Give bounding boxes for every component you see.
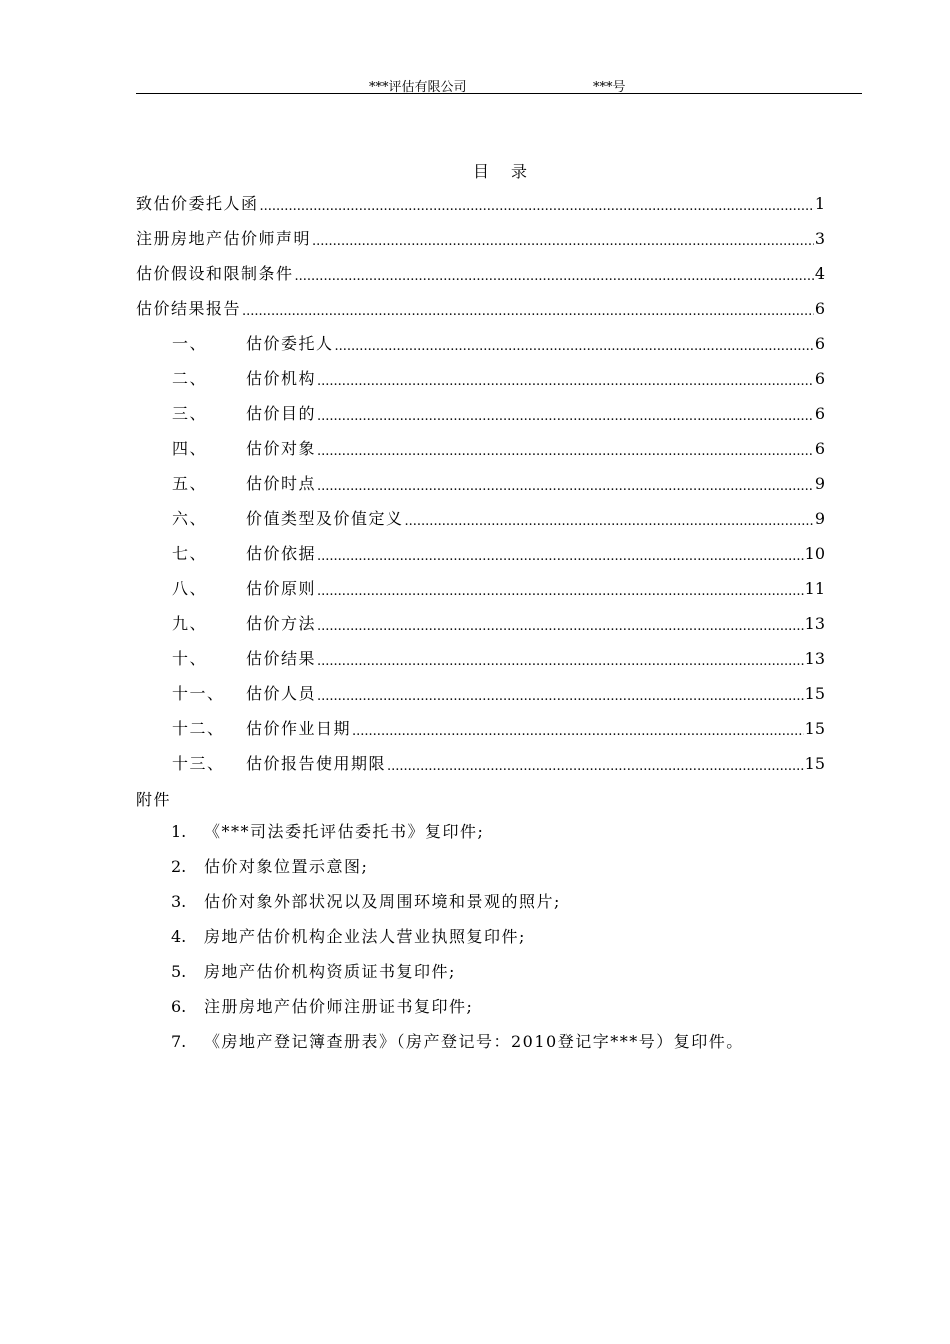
toc-entry[interactable] <box>136 466 825 501</box>
toc-entry-label: 估价报告使用期限 <box>246 753 387 773</box>
toc-entry-number: 十二、 <box>172 718 225 738</box>
appendix-item-text: 房地产估价机构资质证书复印件; <box>204 962 456 981</box>
toc-entry-label: 注册房地产估价师声明 <box>136 228 312 248</box>
toc-entry-page: 4 <box>814 263 825 283</box>
appendix-item <box>136 989 856 1024</box>
appendix-item-number: 4. <box>171 927 187 946</box>
appendix-item-text: 《房地产登记簿查册表》（房产登记号：2010登记字***号）复印件。 <box>204 1032 744 1051</box>
toc-dot-leader <box>242 294 814 324</box>
toc-entry[interactable] <box>136 291 825 326</box>
toc-entry-page: 6 <box>814 298 825 318</box>
toc-entry-number: 四、 <box>172 438 208 458</box>
toc-dot-leader <box>317 434 814 464</box>
toc-entry[interactable] <box>136 606 825 641</box>
toc-entry-label: 估价机构 <box>246 368 317 388</box>
toc-entry-number: 九、 <box>172 613 208 633</box>
toc-entry-page: 6 <box>814 333 825 353</box>
toc-entry-page: 3 <box>814 228 825 248</box>
toc-entry-page: 13 <box>804 613 825 633</box>
appendix-item <box>136 849 856 884</box>
toc-dot-leader <box>317 574 804 604</box>
appendix-item <box>136 884 856 919</box>
toc-entry-label: 估价人员 <box>246 683 317 703</box>
toc-entry-number: 十一、 <box>172 683 225 703</box>
toc-dot-leader <box>317 539 804 569</box>
appendix-list <box>136 814 856 1059</box>
toc-entry-label: 价值类型及价值定义 <box>246 508 404 528</box>
toc-entry-label: 致估价委托人函 <box>136 193 259 213</box>
toc-dot-leader <box>317 399 814 429</box>
toc-dot-leader <box>312 224 814 254</box>
toc-entry[interactable] <box>136 221 825 256</box>
toc-entry-label: 估价时点 <box>246 473 317 493</box>
toc-entry[interactable] <box>136 571 825 606</box>
appendix-item <box>136 954 856 989</box>
toc-entry-number: 十、 <box>172 648 208 668</box>
toc-dot-leader <box>352 714 804 744</box>
toc-entry-page: 13 <box>804 648 825 668</box>
toc-entry-number: 五、 <box>172 473 208 493</box>
appendix-item <box>136 1024 856 1059</box>
toc-dot-leader <box>317 364 814 394</box>
toc-entry-page: 15 <box>804 683 825 703</box>
toc-entry-page: 6 <box>814 368 825 388</box>
header-company: ***评估有限公司 <box>369 80 467 95</box>
toc-entry-number: 三、 <box>172 403 208 423</box>
appendix-item-text: 房地产估价机构企业法人营业执照复印件; <box>204 927 526 946</box>
appendix-item-number: 3. <box>171 892 187 911</box>
toc-entry-page: 11 <box>804 578 825 598</box>
toc-entry-number: 八、 <box>172 578 208 598</box>
toc-entry[interactable] <box>136 641 825 676</box>
toc-entry-page: 15 <box>804 718 825 738</box>
table-of-contents <box>136 186 825 781</box>
toc-entry[interactable] <box>136 256 825 291</box>
appendix-item-text: 注册房地产估价师注册证书复印件; <box>204 997 474 1016</box>
toc-dot-leader <box>317 469 814 499</box>
toc-entry-label: 估价假设和限制条件 <box>136 263 294 283</box>
appendix-item-number: 1. <box>171 822 187 841</box>
toc-entry[interactable] <box>136 361 825 396</box>
toc-entry-number: 二、 <box>172 368 208 388</box>
appendix-item-text: 《***司法委托评估委托书》复印件; <box>204 822 485 841</box>
toc-entry[interactable] <box>136 676 825 711</box>
toc-entry-page: 1 <box>814 193 825 213</box>
appendix-section <box>136 786 856 1059</box>
toc-entry[interactable] <box>136 186 825 221</box>
toc-dot-leader <box>317 679 804 709</box>
appendix-item-number: 6. <box>171 997 187 1016</box>
toc-entry-label: 估价结果报告 <box>136 298 242 318</box>
toc-entry-label: 估价方法 <box>246 613 317 633</box>
appendix-item-number: 7. <box>171 1032 187 1051</box>
appendix-title: 附件 <box>136 790 172 809</box>
page-header <box>136 74 862 94</box>
toc-entry-page: 9 <box>814 508 825 528</box>
appendix-item-text: 估价对象位置示意图; <box>204 857 369 876</box>
toc-entry-page: 10 <box>804 543 825 563</box>
toc-entry-label: 估价作业日期 <box>246 718 352 738</box>
toc-entry-number: 十三、 <box>172 753 225 773</box>
toc-entry[interactable] <box>136 746 825 781</box>
header-doc-number: ***号 <box>593 80 626 95</box>
toc-entry-number: 六、 <box>172 508 208 528</box>
appendix-item-number: 2. <box>171 857 187 876</box>
appendix-item-text: 估价对象外部状况以及周围环境和景观的照片; <box>204 892 561 911</box>
toc-entry[interactable] <box>136 536 825 571</box>
appendix-item-number: 5. <box>171 962 187 981</box>
toc-entry-number: 七、 <box>172 543 208 563</box>
toc-entry-number: 一、 <box>172 333 208 353</box>
toc-entry-label: 估价结果 <box>246 648 317 668</box>
appendix-item <box>136 814 856 849</box>
toc-entry[interactable] <box>136 711 825 746</box>
toc-entry-label: 估价原则 <box>246 578 317 598</box>
toc-entry[interactable] <box>136 431 825 466</box>
toc-entry-page: 15 <box>804 753 825 773</box>
toc-entry-label: 估价对象 <box>246 438 317 458</box>
toc-title: 目录 <box>472 162 549 181</box>
appendix-item <box>136 919 856 954</box>
toc-entry-page: 6 <box>814 438 825 458</box>
toc-entry-page: 9 <box>814 473 825 493</box>
toc-entry-page: 6 <box>814 403 825 423</box>
toc-entry-label: 估价依据 <box>246 543 317 563</box>
toc-dot-leader <box>317 609 804 639</box>
toc-entry-label: 估价目的 <box>246 403 317 423</box>
toc-dot-leader <box>335 329 814 359</box>
toc-entry[interactable] <box>136 396 825 431</box>
toc-dot-leader <box>317 644 804 674</box>
toc-dot-leader <box>405 504 814 534</box>
toc-dot-leader <box>387 749 804 779</box>
toc-entry-label: 估价委托人 <box>246 333 334 353</box>
toc-entry[interactable] <box>136 501 825 536</box>
toc-dot-leader <box>295 259 814 289</box>
toc-dot-leader <box>260 189 814 219</box>
toc-entry[interactable] <box>136 326 825 361</box>
